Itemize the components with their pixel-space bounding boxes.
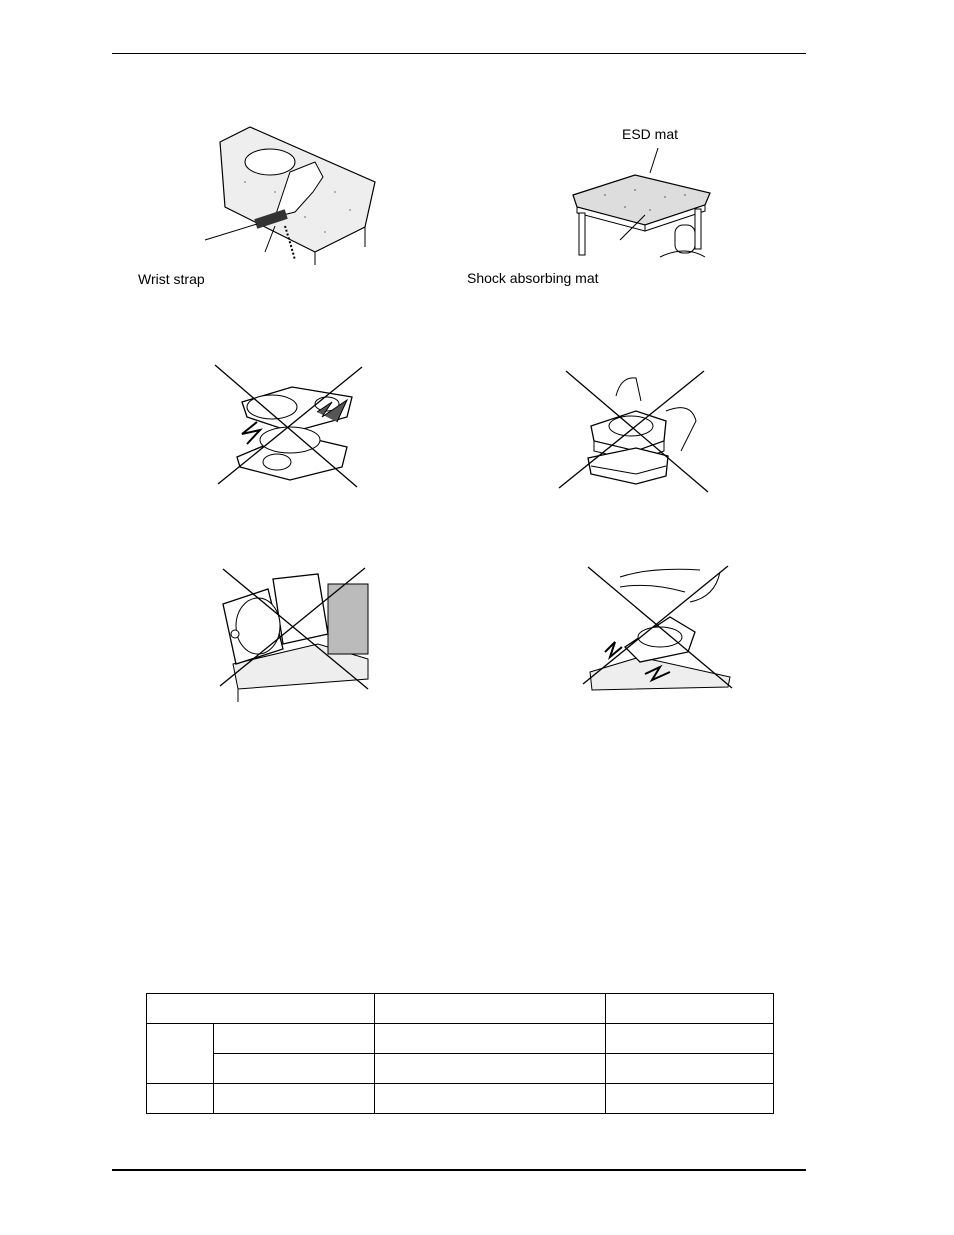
table-cell bbox=[606, 994, 774, 1024]
spec-table bbox=[146, 993, 774, 1114]
prohibited-static-illustration bbox=[580, 562, 740, 702]
shock-absorbing-mat-label: Shock absorbing mat bbox=[467, 270, 599, 286]
table-cell bbox=[375, 1084, 606, 1114]
table-cell bbox=[606, 1024, 774, 1054]
table-cell bbox=[375, 1024, 606, 1054]
prohibited-upright-illustration bbox=[218, 564, 373, 704]
table-cell bbox=[214, 1024, 375, 1054]
table-cell bbox=[147, 1024, 214, 1084]
table-cell bbox=[606, 1084, 774, 1114]
esd-mat-label: ESD mat bbox=[622, 126, 679, 142]
table-row bbox=[147, 1024, 774, 1054]
table-cell bbox=[214, 1054, 375, 1084]
footer-rule bbox=[112, 1169, 806, 1171]
prohibited-stacking-illustration bbox=[556, 366, 711, 496]
table-row bbox=[147, 1054, 774, 1084]
wrist-strap-illustration bbox=[195, 122, 380, 267]
wrist-strap-label: Wrist strap bbox=[138, 271, 205, 287]
table-cell bbox=[375, 994, 606, 1024]
header-rule bbox=[112, 53, 806, 54]
table-cell bbox=[606, 1054, 774, 1084]
table-cell bbox=[147, 994, 375, 1024]
table-row bbox=[147, 1084, 774, 1114]
table-cell bbox=[375, 1054, 606, 1084]
table-cell bbox=[214, 1084, 375, 1114]
table-row bbox=[147, 994, 774, 1024]
table-cell bbox=[147, 1084, 214, 1114]
prohibited-discharge-illustration bbox=[212, 362, 367, 492]
esd-mat-illustration bbox=[565, 145, 715, 265]
